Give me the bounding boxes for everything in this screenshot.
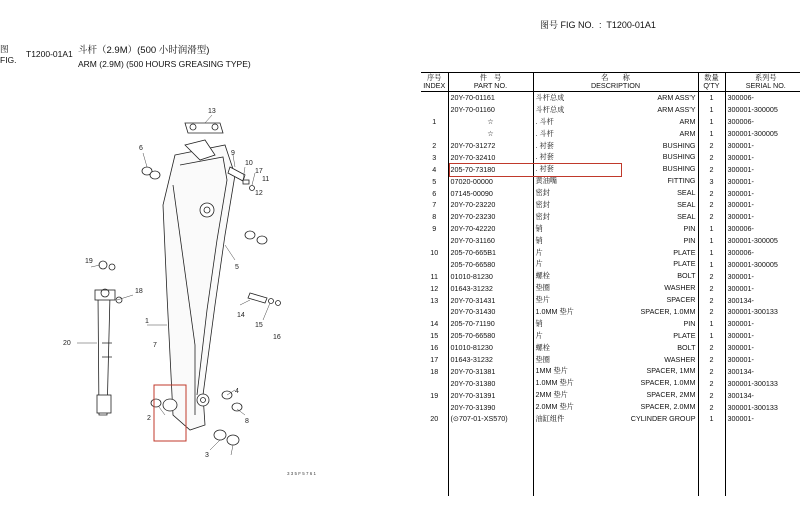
table-row [421, 306, 800, 318]
row-description-en: SPACER [666, 295, 696, 305]
table-row [421, 140, 800, 152]
row-index: 5 [421, 175, 448, 187]
parts-table [421, 72, 800, 496]
callout-8: 8 [245, 418, 249, 425]
row-part-no: 20Y-70-31391 [448, 389, 533, 401]
row-description [533, 187, 698, 199]
row-qty: 2 [698, 354, 725, 366]
row-description [533, 282, 698, 294]
row-description-en: BUSHING [662, 140, 696, 150]
row-description-cn: 2MM 垫片 [535, 390, 568, 400]
row-description-cn: 密封 [535, 211, 550, 221]
table-header-row [421, 73, 800, 92]
table-row [421, 199, 800, 211]
row-serial: 300001-300005 [727, 259, 778, 269]
row-serial: 300001- [727, 188, 754, 198]
row-description-en: PIN [683, 318, 696, 328]
row-description-en: WASHER [664, 283, 696, 293]
row-qty: 1 [698, 318, 725, 330]
table-row [421, 223, 800, 235]
row-description-cn: 斗杆总成 [535, 104, 565, 114]
row-serial: 300001-300005 [727, 129, 778, 139]
row-description [533, 377, 698, 389]
row-serial: 300001- [727, 176, 754, 186]
row-description [533, 258, 698, 270]
exploded-arm-diagram [55, 95, 355, 485]
table-row [421, 389, 800, 401]
row-part-no: 205-70-665B1 [448, 247, 533, 259]
row-description-cn: 1.0MM 垫片 [535, 378, 574, 388]
fig-number: T1200-01A1 [606, 20, 656, 30]
row-description [533, 199, 698, 211]
row-part-no: 20Y-70-01161 [448, 92, 533, 104]
row-description-en: SPACER, 1.0MM [640, 378, 696, 388]
row-description-en: FITTING [667, 176, 696, 186]
row-index: 15 [421, 330, 448, 342]
callout-5: 5 [235, 264, 239, 271]
row-qty: 1 [698, 247, 725, 259]
callout-13: 13 [208, 108, 216, 115]
callout-12: 12 [255, 190, 263, 197]
row-index: 10 [421, 247, 448, 259]
table-row [421, 401, 800, 413]
row-qty: 2 [698, 211, 725, 223]
row-description-cn: . 衬套 [535, 140, 554, 150]
row-description-en: ARM [679, 128, 696, 138]
row-description-cn: 1MM 垫片 [535, 366, 568, 376]
row-qty: 2 [698, 270, 725, 282]
figure-title [78, 42, 251, 69]
callout-7: 7 [153, 342, 157, 349]
callout-11: 11 [262, 176, 270, 183]
row-index: 19 [421, 389, 448, 401]
figure-number: T1200-01A1 [26, 49, 73, 59]
row-part-no: 20Y-70-01160 [448, 104, 533, 116]
table-row [421, 342, 800, 354]
row-description [533, 175, 698, 187]
row-serial: 300001-300005 [727, 105, 778, 115]
row-index: 3 [421, 151, 448, 163]
row-index: 17 [421, 354, 448, 366]
row-description [533, 401, 698, 413]
fig-number-header: 图号 FIG NO. : T1200-01A1 [540, 20, 656, 30]
row-serial: 300001-300133 [727, 402, 778, 412]
row-description [533, 140, 698, 152]
callout-15: 15 [255, 322, 263, 329]
row-description-cn: . 斗杆 [535, 116, 554, 126]
row-serial: 300006- [727, 224, 754, 234]
row-qty: 1 [698, 104, 725, 116]
callout-2: 2 [147, 415, 151, 422]
row-description [533, 294, 698, 306]
row-description [533, 330, 698, 342]
row-description-cn: 螺栓 [535, 342, 550, 352]
row-description-en: ARM ASS'Y [657, 104, 696, 114]
row-description-cn: 销 [535, 223, 543, 233]
row-qty: 1 [698, 258, 725, 270]
table-row [421, 354, 800, 366]
row-part-no: 205-70-71190 [448, 318, 533, 330]
row-qty: 2 [698, 163, 725, 175]
table-row [421, 104, 800, 116]
row-index: 4 [421, 163, 448, 175]
row-serial: 300001- [727, 414, 754, 424]
row-index [421, 128, 448, 140]
callout-18: 18 [135, 288, 143, 295]
figure-label-en: FIG. [0, 55, 17, 65]
row-description-en: SPACER, 1MM [646, 366, 696, 376]
col-serial: 系列号 SERIAL NO. [725, 73, 800, 92]
row-description-cn: . 衬套 [535, 164, 554, 174]
drawing-code: 3 3 5 F 5 7 6 1 [287, 471, 317, 476]
row-qty: 2 [698, 365, 725, 377]
row-serial: 300001- [727, 283, 754, 293]
row-part-no: 01643-31232 [448, 282, 533, 294]
row-description-en: PIN [683, 235, 696, 245]
callout-10: 10 [245, 160, 253, 167]
row-serial: 300001- [727, 271, 754, 281]
row-description [533, 235, 698, 247]
blank-row [421, 437, 800, 449]
callout-6: 6 [139, 145, 143, 152]
callout-20: 20 [63, 340, 71, 347]
row-index: 18 [421, 365, 448, 377]
row-index [421, 92, 448, 104]
row-index [421, 104, 448, 116]
row-index: 12 [421, 282, 448, 294]
row-index: 20 [421, 413, 448, 425]
row-serial: 300001- [727, 319, 754, 329]
table-row [421, 294, 800, 306]
table-row [421, 258, 800, 270]
fig-label-cn: 图号 [540, 20, 559, 30]
row-description-en: PIN [683, 223, 696, 233]
row-part-no: 01010-81230 [448, 342, 533, 354]
row-serial: 300001- [727, 355, 754, 365]
row-description-cn: 垫圈 [535, 354, 550, 364]
row-part-no: 20Y-70-42220 [448, 223, 533, 235]
row-part-no: 205-70-66580 [448, 330, 533, 342]
row-description-en: BOLT [677, 271, 696, 281]
table-row [421, 377, 800, 389]
row-description-cn: 片 [535, 247, 543, 257]
arm-body [163, 145, 235, 430]
row-description [533, 389, 698, 401]
row-part-no: 20Y-70-31431 [448, 294, 533, 306]
row-qty: 2 [698, 151, 725, 163]
table-row [421, 247, 800, 259]
row-part-no: 01010-81230 [448, 270, 533, 282]
row-serial: 300001- [727, 343, 754, 353]
callout-9: 9 [231, 150, 235, 157]
row-description-cn: 油缸组件 [535, 413, 565, 423]
row-qty: 2 [698, 282, 725, 294]
row-description [533, 211, 698, 223]
row-serial: 300001-300133 [727, 378, 778, 388]
row-description-en: PLATE [673, 259, 696, 269]
row-index [421, 377, 448, 389]
row-description [533, 223, 698, 235]
row-qty: 3 [698, 175, 725, 187]
row-qty: 2 [698, 140, 725, 152]
row-part-no: 205-70-73180 [448, 163, 533, 175]
row-part-no: 20Y-70-31272 [448, 140, 533, 152]
row-part-no: 20Y-70-31160 [448, 235, 533, 247]
row-description-en: SPACER, 1.0MM [640, 306, 696, 316]
table-row [421, 151, 800, 163]
row-description [533, 354, 698, 366]
table-row [421, 282, 800, 294]
row-part-no: 20Y-70-31381 [448, 365, 533, 377]
row-description-en: PLATE [673, 247, 696, 257]
row-qty: 1 [698, 223, 725, 235]
row-serial: 300006- [727, 248, 754, 258]
row-qty: 2 [698, 401, 725, 413]
row-description-en: PLATE [673, 330, 696, 340]
row-description-en: SPACER, 2.0MM [640, 402, 696, 412]
row-description [533, 413, 698, 425]
row-serial: 300001- [727, 152, 754, 162]
row-description-cn: 2.0MM 垫片 [535, 402, 574, 412]
col-description: 名 称 DESCRIPTION [533, 73, 698, 92]
row-index: 8 [421, 211, 448, 223]
row-description-cn: 黄油嘴 [535, 176, 558, 186]
row-qty: 2 [698, 389, 725, 401]
row-qty: 1 [698, 128, 725, 140]
row-description-cn: 1.0MM 垫片 [535, 306, 574, 316]
row-index [421, 306, 448, 318]
row-serial: 300134- [727, 390, 754, 400]
row-qty: 2 [698, 187, 725, 199]
table-row [421, 116, 800, 128]
row-index: 14 [421, 318, 448, 330]
row-part-no: 20Y-70-23230 [448, 211, 533, 223]
row-serial: 300001- [727, 141, 754, 150]
row-serial: 300006- [727, 93, 754, 103]
row-description-en: BUSHING [662, 164, 696, 174]
row-qty: 1 [698, 92, 725, 104]
row-index: 6 [421, 187, 448, 199]
row-description-en: BUSHING [662, 152, 696, 162]
row-serial: 300001- [727, 331, 754, 341]
row-serial: 300006- [727, 117, 754, 127]
row-description-cn: 片 [535, 330, 543, 340]
row-qty: 1 [698, 330, 725, 342]
row-part-no: 01643-31232 [448, 354, 533, 366]
blank-row [421, 461, 800, 473]
fig-label-en: FIG NO. [560, 20, 595, 30]
row-description-cn: 销 [535, 235, 543, 245]
callout-19: 19 [85, 258, 93, 265]
row-description-en: SEAL [677, 211, 696, 221]
table-row [421, 211, 800, 223]
callout-1: 1 [145, 318, 149, 325]
row-index: 7 [421, 199, 448, 211]
blank-row [421, 425, 800, 437]
row-qty: 2 [698, 199, 725, 211]
blank-row [421, 484, 800, 496]
table-row [421, 235, 800, 247]
row-qty: 2 [698, 294, 725, 306]
row-qty: 1 [698, 116, 725, 128]
row-description-cn: . 衬套 [535, 152, 554, 162]
row-description-en: BOLT [677, 342, 696, 352]
row-description-en: ARM [679, 116, 696, 126]
row-part-no: 20Y-70-31430 [448, 306, 533, 318]
table-row [421, 330, 800, 342]
row-description-cn: 斗杆总成 [535, 92, 565, 102]
row-qty: 2 [698, 306, 725, 318]
row-description [533, 247, 698, 259]
row-part-no: ☆ [448, 128, 533, 140]
callout-3: 3 [205, 452, 209, 459]
row-index: 13 [421, 294, 448, 306]
row-part-no: 205-70-66580 [448, 258, 533, 270]
figure-label-cn: 图 [0, 44, 9, 54]
row-index [421, 258, 448, 270]
row-description-en: WASHER [664, 354, 696, 364]
row-part-no: 07020-00000 [448, 175, 533, 187]
table-row [421, 128, 800, 140]
row-description [533, 365, 698, 377]
row-description-cn: 密封 [535, 199, 550, 209]
row-serial: 300001- [727, 212, 754, 222]
row-index: 11 [421, 270, 448, 282]
row-part-no: ☆ [448, 116, 533, 128]
callout-16: 16 [273, 334, 281, 341]
row-part-no: 20Y-70-31380 [448, 377, 533, 389]
row-part-no: 20Y-70-32410 [448, 151, 533, 163]
table-row [421, 187, 800, 199]
callout-17: 17 [255, 168, 263, 175]
row-qty: 1 [698, 413, 725, 425]
row-serial: 300001- [727, 164, 754, 174]
row-description-en: ARM ASS'Y [657, 92, 696, 102]
row-serial: 300001-300133 [727, 307, 778, 317]
row-description-en: CYLINDER GROUP [630, 413, 696, 423]
row-description-en: SEAL [677, 188, 696, 198]
row-description [533, 128, 698, 140]
row-serial: 300001- [727, 200, 754, 210]
row-description [533, 318, 698, 330]
row-description-en: SEAL [677, 199, 696, 209]
table-row [421, 175, 800, 187]
row-description [533, 306, 698, 318]
row-part-no: 20Y-70-23220 [448, 199, 533, 211]
callout-4: 4 [235, 388, 239, 395]
row-index [421, 235, 448, 247]
row-qty: 2 [698, 377, 725, 389]
col-qty: 数量 Q'TY [698, 73, 725, 92]
figure-title-cn: 斗杆（2.9M）(500 小时润滑型) [78, 45, 210, 56]
row-part-no: 20Y-70-31390 [448, 401, 533, 413]
row-description-cn: 密封 [535, 188, 550, 198]
row-description-cn: 片 [535, 259, 543, 269]
col-index: 序号 INDEX [421, 73, 448, 92]
row-highlight-box [449, 163, 622, 177]
table-row [421, 270, 800, 282]
row-qty: 2 [698, 342, 725, 354]
col-part-no: 件 号 PART NO. [448, 73, 533, 92]
row-index: 1 [421, 116, 448, 128]
row-description-en: SPACER, 2MM [646, 390, 696, 400]
figure-label [0, 44, 17, 66]
row-index: 2 [421, 140, 448, 152]
parts-table-body [421, 92, 800, 497]
figure-title-en: ARM (2.9M) (500 HOURS GREASING TYPE) [78, 59, 251, 69]
row-description-cn: 垫片 [535, 295, 550, 305]
row-description [533, 92, 698, 104]
row-description [533, 270, 698, 282]
table-row [421, 92, 800, 104]
row-serial: 300134- [727, 366, 754, 376]
row-description-cn: 螺栓 [535, 271, 550, 281]
table-row [421, 365, 800, 377]
row-description [533, 104, 698, 116]
row-index: 16 [421, 342, 448, 354]
row-description-cn: 销 [535, 318, 543, 328]
row-description-cn: . 斗杆 [535, 128, 554, 138]
row-serial: 300134- [727, 295, 754, 305]
row-description [533, 342, 698, 354]
blank-row [421, 449, 800, 461]
row-qty: 1 [698, 235, 725, 247]
row-index: 9 [421, 223, 448, 235]
callout-14: 14 [237, 312, 245, 319]
row-description-cn: 垫圈 [535, 283, 550, 293]
row-description [533, 151, 698, 163]
blank-row [421, 473, 800, 485]
row-part-no: (⊙707-01-XS570) [448, 413, 533, 425]
row-part-no: 07145-00090 [448, 187, 533, 199]
row-description [533, 116, 698, 128]
table-row [421, 318, 800, 330]
table-row [421, 413, 800, 425]
row-index [421, 401, 448, 413]
row-serial: 300001-300005 [727, 236, 778, 246]
